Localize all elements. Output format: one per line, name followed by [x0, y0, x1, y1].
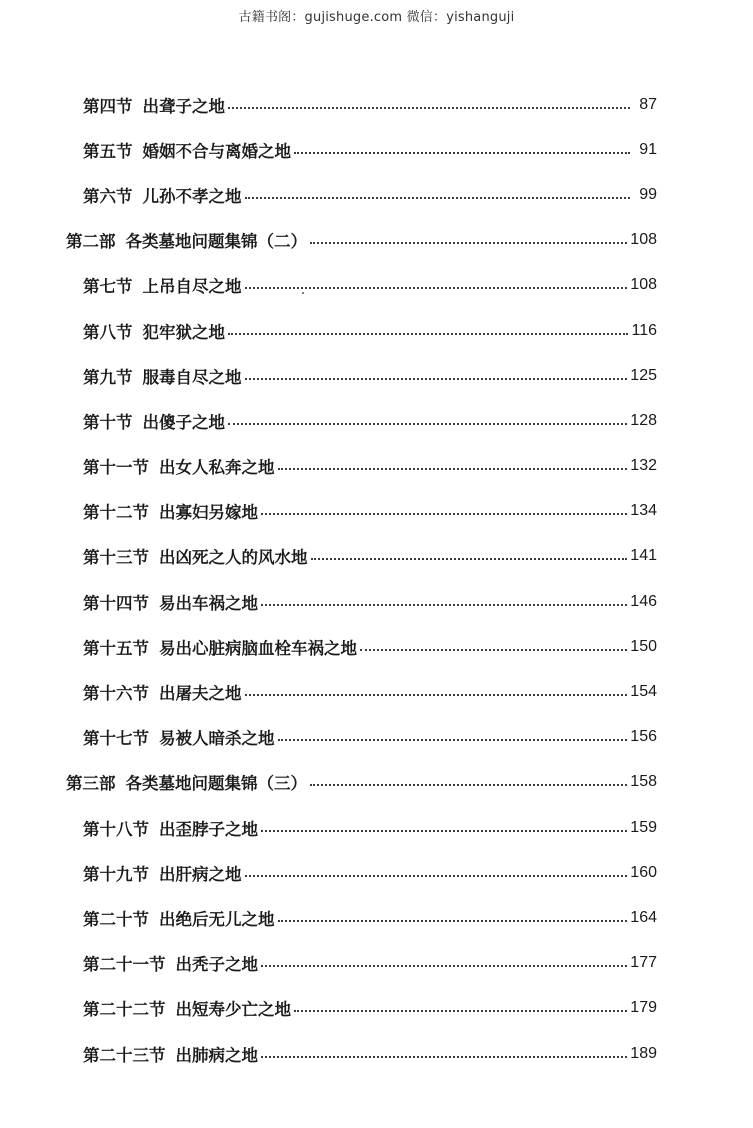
dot-leader — [261, 830, 627, 832]
toc-section-entry[interactable] — [0, 805, 657, 850]
toc-entry-page-number: 160 — [630, 863, 657, 881]
dot-leader — [245, 378, 628, 380]
dot-leader — [278, 468, 628, 470]
toc-entry-number: 第十一节 — [83, 458, 149, 478]
toc-entry-page-number: 141 — [630, 547, 657, 565]
toc-section-entry[interactable] — [0, 624, 657, 669]
toc-entry-page-number: 189 — [630, 1044, 657, 1062]
toc-entry-number: 第十二节 — [83, 503, 149, 523]
toc-entry-page-number: 159 — [630, 818, 657, 836]
toc-entry-page-number: 164 — [630, 908, 657, 926]
dot-leader — [245, 875, 628, 877]
toc-entry-page-number: 91 — [639, 140, 657, 158]
toc-section-entry[interactable] — [0, 489, 657, 534]
dot-leader — [245, 287, 628, 289]
toc-entry-number: 第三部 — [66, 774, 116, 794]
toc-entry-title: 出聋子之地 — [142, 96, 225, 116]
toc-entry-number: 第二十一节 — [83, 955, 166, 975]
toc-entry-number: 第十八节 — [83, 819, 149, 839]
toc-entry-page-number: 154 — [630, 683, 657, 701]
dot-leader — [294, 1010, 627, 1012]
toc-entry-number: 第十四节 — [83, 593, 149, 613]
toc-section-entry[interactable] — [0, 986, 657, 1031]
toc-entry-title: 出凶死之人的风水地 — [159, 548, 308, 568]
watermark-text: 古籍书阁：gujishuge.com 微信：yishanguji — [238, 10, 515, 25]
dot-leader — [228, 333, 628, 335]
toc-entry-page-number: 134 — [630, 502, 657, 520]
toc-section-entry[interactable] — [0, 850, 657, 895]
toc-entry-page-number: 179 — [630, 999, 657, 1017]
toc-section-entry[interactable] — [0, 579, 657, 624]
toc-entry-title: 各类墓地问题集锦（二） — [125, 232, 307, 252]
toc-entry-title: 出绝后无儿之地 — [159, 909, 275, 929]
toc-entry-number: 第六节 — [83, 186, 133, 206]
toc-entry-page-number: 156 — [630, 728, 657, 746]
toc-entry-page-number: 108 — [630, 276, 657, 294]
toc-entry-page-number: 99 — [639, 185, 657, 203]
toc-entry-page-number: 128 — [630, 411, 657, 429]
toc-entry-page-number: 158 — [630, 773, 657, 791]
toc-entry-page-number: 150 — [630, 637, 657, 655]
toc-entry-title: 易出心脏病脑血栓车祸之地 — [159, 638, 357, 658]
toc-entry-number: 第四节 — [83, 96, 133, 116]
toc-entry-number: 第十六节 — [83, 684, 149, 704]
dot-leader — [261, 604, 627, 606]
toc-section-entry[interactable] — [0, 263, 657, 308]
toc-entry-number: 第九节 — [83, 367, 133, 387]
toc-entry-title: 婚姻不合与离婚之地 — [142, 141, 291, 161]
toc-section-entry[interactable] — [0, 941, 657, 986]
toc-section-entry[interactable] — [0, 534, 657, 579]
toc-entry-page-number: 87 — [639, 95, 657, 113]
toc-section-entry[interactable] — [0, 1031, 657, 1076]
toc-part-entry[interactable] — [0, 760, 657, 805]
toc-entry-title: 出女人私奔之地 — [159, 458, 275, 478]
dot-leader — [261, 965, 627, 967]
toc-entry-number: 第五节 — [83, 141, 133, 161]
toc-entry-number: 第八节 — [83, 322, 133, 342]
toc-section-entry[interactable] — [0, 353, 657, 398]
toc-entry-title: 犯牢狱之地 — [142, 322, 225, 342]
dot-leader — [261, 513, 627, 515]
toc-entry-number: 第十节 — [83, 412, 133, 432]
dot-leader — [228, 423, 627, 425]
toc-entry-title: 出秃子之地 — [175, 955, 258, 975]
toc-entry-title: 出屠夫之地 — [159, 684, 242, 704]
toc-entry-page-number: 125 — [630, 366, 657, 384]
toc-entry-title: 出肺病之地 — [175, 1045, 258, 1065]
toc-entry-number: 第二十三节 — [83, 1045, 166, 1065]
toc-entry-title: 服毒自尽之地 — [142, 367, 242, 387]
toc-entry-title: 易出车祸之地 — [159, 593, 258, 613]
dot-leader — [261, 1056, 627, 1058]
dot-leader — [245, 197, 631, 199]
toc-section-entry[interactable] — [0, 82, 657, 127]
toc-section-entry[interactable] — [0, 127, 657, 172]
toc-section-entry[interactable] — [0, 444, 657, 489]
toc-entry-title: 出歪脖子之地 — [159, 819, 258, 839]
toc-entry-number: 第二部 — [66, 232, 116, 252]
toc-entry-title: 各类墓地问题集锦（三） — [125, 774, 307, 794]
toc-entry-title: 出短寿少亡之地 — [175, 1000, 291, 1020]
dot-leader — [360, 649, 627, 651]
dot-leader — [245, 694, 628, 696]
toc-entry-number: 第二十二节 — [83, 1000, 166, 1020]
toc-entry-title: 出肝病之地 — [159, 864, 242, 884]
toc-entry-page-number: 177 — [630, 954, 657, 972]
toc-entry-page-number: 146 — [630, 592, 657, 610]
toc-entry-number: 第七节 — [83, 277, 133, 297]
toc-entry-page-number: 132 — [630, 457, 657, 475]
dot-leader — [228, 107, 630, 109]
dot-leader — [310, 242, 627, 244]
toc-entry-title: 上吊自尽之地 — [142, 277, 242, 297]
toc-entry-title: 出傻子之地 — [142, 412, 225, 432]
dot-leader — [310, 784, 627, 786]
toc-entry-title: 出寡妇另嫁地 — [159, 503, 258, 523]
toc-entry-title: 易被人暗杀之地 — [159, 729, 275, 749]
toc-section-entry[interactable] — [0, 398, 657, 443]
toc-section-entry[interactable] — [0, 172, 657, 217]
toc-section-entry[interactable] — [0, 308, 657, 353]
toc-entry-number: 第十九节 — [83, 864, 149, 884]
toc-section-entry[interactable] — [0, 895, 657, 940]
toc-entry-number: 第二十节 — [83, 909, 149, 929]
toc-entry-title: 儿孙不孝之地 — [142, 186, 242, 206]
dot-leader — [278, 920, 628, 922]
table-of-contents — [0, 82, 753, 1076]
toc-section-entry[interactable] — [0, 715, 657, 760]
dot-leader — [294, 152, 630, 154]
toc-entry-page-number: 116 — [631, 321, 657, 339]
toc-entry-number: 第十五节 — [83, 638, 149, 658]
toc-entry-number: 第十七节 — [83, 729, 149, 749]
toc-entry-page-number: 108 — [630, 231, 657, 249]
toc-part-entry[interactable] — [0, 218, 657, 263]
toc-entry-number: 第十三节 — [83, 548, 149, 568]
toc-section-entry[interactable] — [0, 669, 657, 714]
dot-leader — [278, 739, 628, 741]
dot-leader — [311, 558, 628, 560]
scan-speck — [302, 292, 304, 294]
